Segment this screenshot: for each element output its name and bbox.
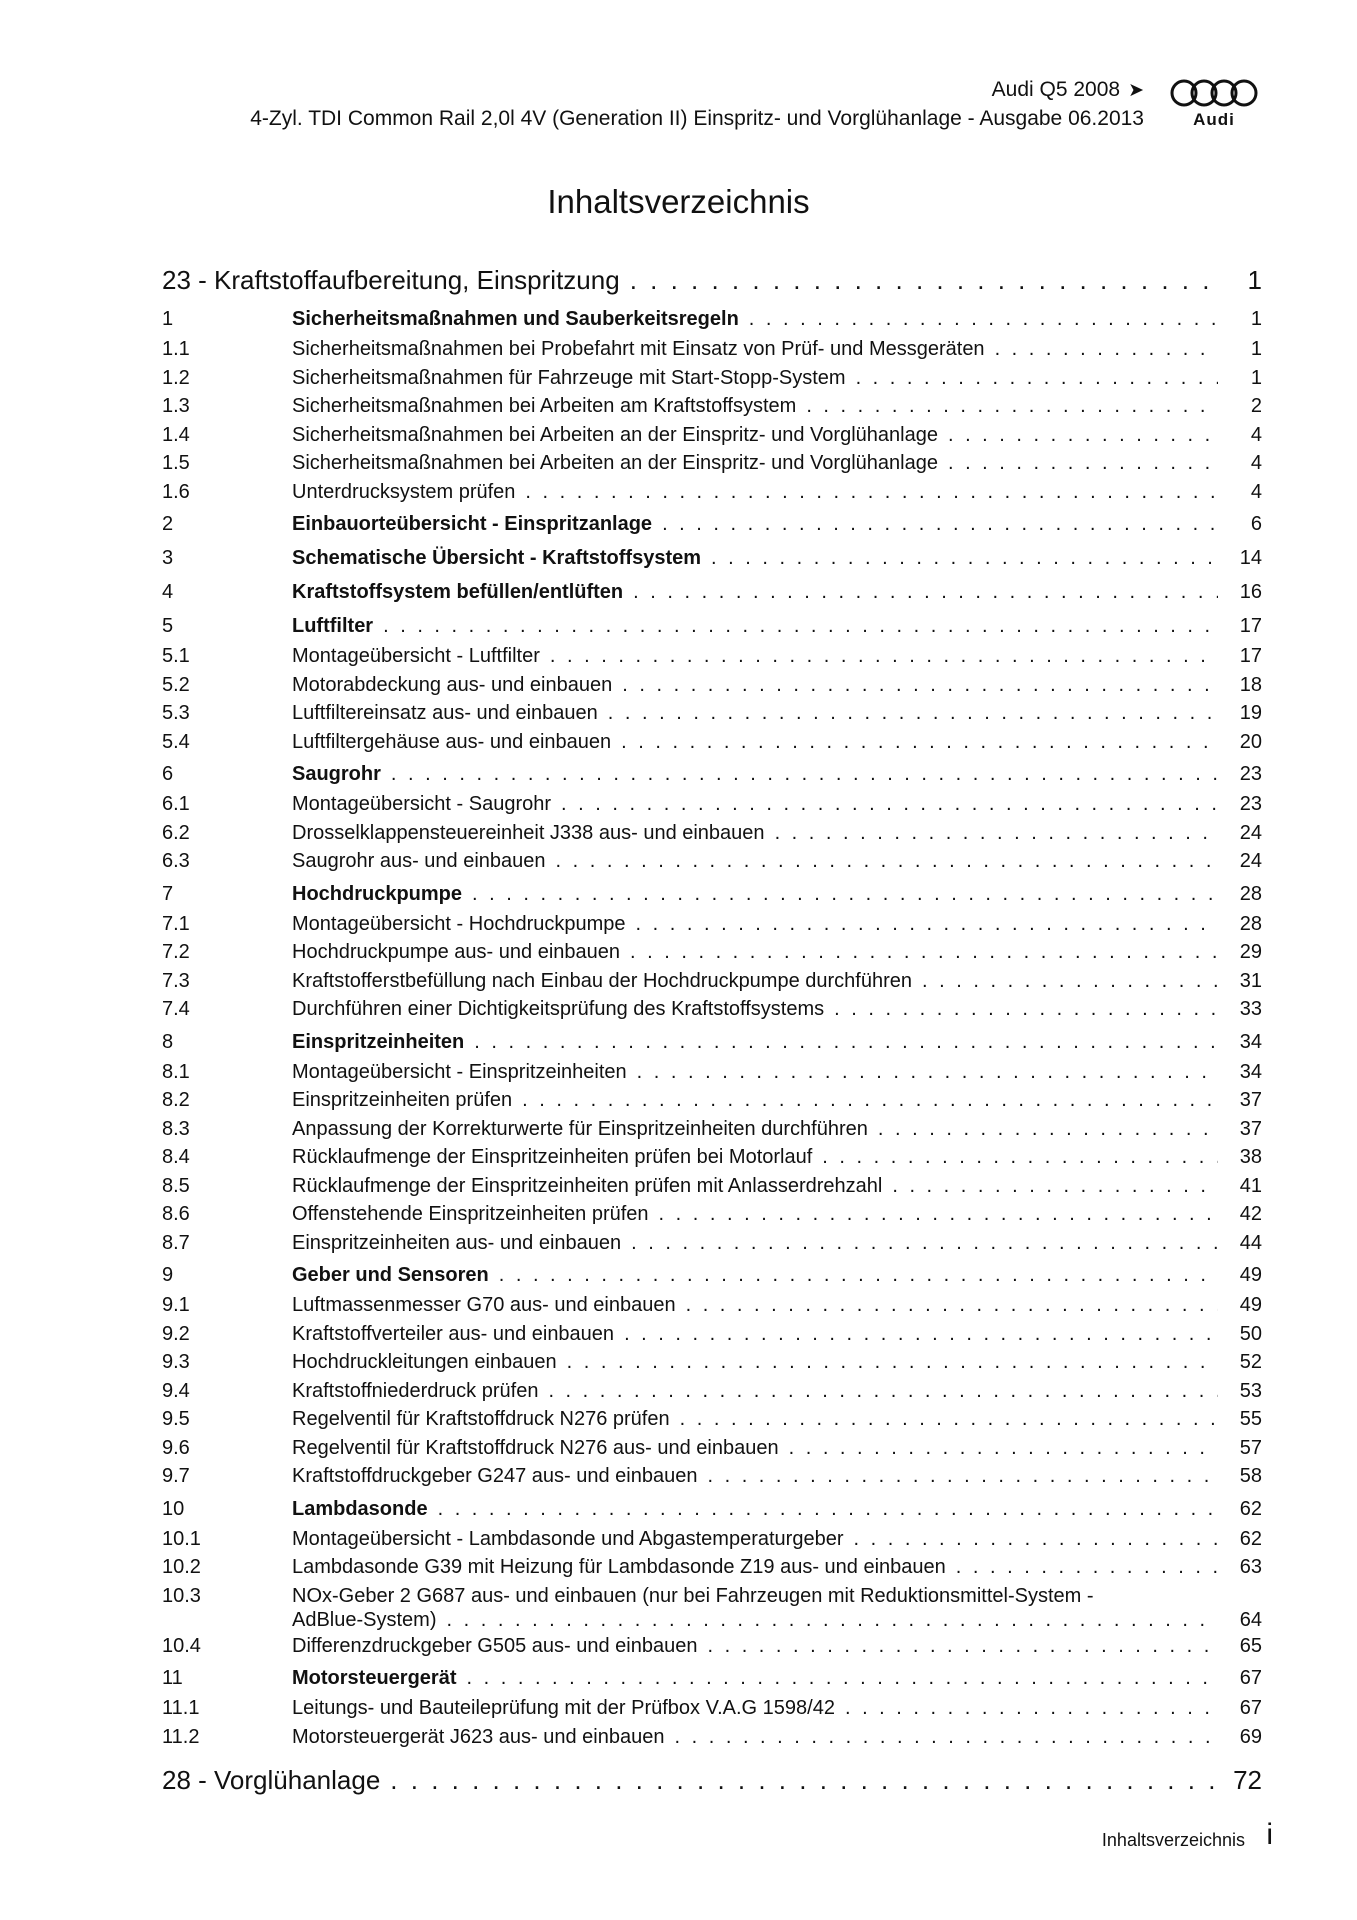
subsection-number: 8.2 bbox=[162, 1089, 190, 1111]
toc-subsection[interactable] bbox=[162, 699, 1262, 728]
subsection-label: Saugrohr aus- und einbauen bbox=[292, 850, 546, 872]
toc-subsection[interactable] bbox=[162, 1632, 1262, 1661]
subsection-label: Luftfiltereinsatz aus- und einbauen bbox=[292, 702, 598, 724]
dot-leader bbox=[948, 449, 1218, 478]
footer-page-number: i bbox=[1266, 1818, 1273, 1851]
dot-leader bbox=[622, 671, 1218, 700]
toc-subsection[interactable] bbox=[162, 642, 1262, 671]
page-number: 41 bbox=[1239, 1174, 1262, 1197]
page-header bbox=[196, 78, 1262, 138]
toc-subsection[interactable] bbox=[162, 1172, 1262, 1201]
dot-leader bbox=[956, 1553, 1218, 1582]
toc-section[interactable] bbox=[162, 576, 1262, 608]
section-label: Hochdruckpumpe bbox=[292, 882, 463, 905]
dot-leader bbox=[892, 1172, 1218, 1201]
table-of-contents bbox=[162, 259, 1262, 1801]
subsection-label: Leitungs- und Bauteileprüfung mit der Prüfbox V.A.G 1598/42 bbox=[292, 1697, 835, 1719]
dot-leader bbox=[707, 1632, 1218, 1661]
dot-leader bbox=[834, 995, 1218, 1024]
subsection-number: 10.1 bbox=[162, 1527, 201, 1550]
page-number: 64 bbox=[1239, 1608, 1262, 1631]
dot-leader bbox=[749, 303, 1218, 335]
section-label: Schematische Übersicht - Kraftstoffsystem bbox=[292, 547, 702, 569]
page-number: 67 bbox=[1239, 1667, 1262, 1689]
subsection-number: 7.4 bbox=[162, 998, 190, 1020]
toc-section[interactable] bbox=[162, 1493, 1262, 1525]
dot-leader bbox=[472, 878, 1218, 910]
dot-leader bbox=[630, 259, 1218, 301]
section-number: 7 bbox=[162, 882, 174, 905]
chapter-label: 28 - Vorglühanlage bbox=[162, 1765, 381, 1795]
section-label: Sicherheitsmaßnahmen und Sauberkeitsregeln bbox=[292, 308, 739, 330]
page-number: 4 bbox=[1250, 423, 1262, 446]
subsection-number: 1.4 bbox=[162, 423, 190, 446]
page-number: 1 bbox=[1247, 265, 1262, 295]
page-number: 24 bbox=[1239, 850, 1262, 872]
toc-subsection[interactable] bbox=[162, 1200, 1262, 1229]
page-number: 37 bbox=[1239, 1089, 1262, 1111]
toc-subsection[interactable] bbox=[162, 1348, 1262, 1377]
toc-subsection[interactable] bbox=[162, 1694, 1262, 1723]
section-number: 10 bbox=[162, 1497, 185, 1520]
toc-subsection[interactable] bbox=[162, 1058, 1262, 1087]
page-number: 72 bbox=[1233, 1765, 1262, 1795]
page-number: 18 bbox=[1239, 673, 1262, 696]
dot-leader bbox=[659, 1200, 1218, 1229]
subsection-label: Sicherheitsmaßnahmen bei Probefahrt mit Einsatz von Prüf- und Messgeräten bbox=[292, 338, 985, 360]
dot-leader bbox=[624, 1320, 1218, 1349]
page-number: 49 bbox=[1239, 1264, 1262, 1286]
subsection-label: Rücklaufmenge der Einspritzeinheiten prüfen mit Anlasserdrehzahl bbox=[292, 1174, 883, 1197]
toc-chapter-23[interactable] bbox=[162, 259, 1262, 301]
page-number: 49 bbox=[1239, 1294, 1262, 1316]
audi-rings-icon bbox=[1166, 78, 1262, 108]
dot-leader bbox=[633, 576, 1218, 608]
subsection-label: Kraftstoffverteiler aus- und einbauen bbox=[292, 1322, 615, 1345]
page-number: 42 bbox=[1239, 1203, 1262, 1225]
page-number: 1 bbox=[1250, 366, 1262, 389]
section-number: 4 bbox=[162, 581, 174, 603]
toc-subsection[interactable] bbox=[162, 1553, 1262, 1582]
page-number: 57 bbox=[1239, 1436, 1262, 1459]
subsection-number: 10.3 bbox=[162, 1584, 201, 1607]
dot-leader bbox=[662, 508, 1218, 540]
chapter-label: 23 - Kraftstoffaufbereitung, Einspritzung bbox=[162, 265, 620, 295]
page-number: 33 bbox=[1239, 998, 1262, 1020]
subsection-label: Sicherheitsmaßnahmen bei Arbeiten an der Einspritz- und Vorglühanlage bbox=[292, 423, 938, 446]
subsection-number: 5.4 bbox=[162, 730, 190, 753]
subsection-label: Montageübersicht - Hochdruckpumpe bbox=[292, 912, 626, 935]
subsection-label-continued: AdBlue-System) bbox=[292, 1608, 437, 1631]
toc-subsection[interactable] bbox=[162, 1115, 1262, 1144]
toc-section[interactable] bbox=[162, 1026, 1262, 1058]
section-number: 2 bbox=[162, 513, 174, 535]
toc-subsection[interactable] bbox=[162, 1723, 1262, 1752]
toc-subsection[interactable] bbox=[162, 1377, 1262, 1406]
page-number: 62 bbox=[1239, 1527, 1262, 1550]
dot-leader bbox=[567, 1348, 1218, 1377]
page-number: 17 bbox=[1239, 645, 1262, 667]
dot-leader bbox=[995, 335, 1218, 364]
subsection-number: 9.1 bbox=[162, 1294, 190, 1316]
subsection-number: 10.2 bbox=[162, 1556, 201, 1578]
subsection-label: Sicherheitsmaßnahmen für Fahrzeuge mit Start-Stopp-System bbox=[292, 366, 846, 389]
page-number: 4 bbox=[1250, 452, 1262, 474]
section-number: 9 bbox=[162, 1264, 174, 1286]
page-number: 65 bbox=[1239, 1634, 1262, 1657]
dot-leader bbox=[775, 819, 1218, 848]
page-number: 14 bbox=[1239, 547, 1262, 569]
section-number: 1 bbox=[162, 308, 174, 330]
toc-subsection[interactable] bbox=[162, 910, 1262, 939]
subsection-label: Kraftstoffdruckgeber G247 aus- und einbauen bbox=[292, 1465, 698, 1487]
page-number: 53 bbox=[1239, 1379, 1262, 1402]
dot-leader bbox=[548, 1377, 1218, 1406]
toc-subsection[interactable] bbox=[162, 1291, 1262, 1320]
toc-subsection[interactable] bbox=[162, 1405, 1262, 1434]
dot-leader bbox=[550, 642, 1218, 671]
subsection-number: 7.2 bbox=[162, 941, 190, 963]
toc-subsection[interactable] bbox=[162, 364, 1262, 393]
subsection-label: Anpassung der Korrekturwerte für Einspritzeinheiten durchführen bbox=[292, 1117, 868, 1140]
subsection-label: Unterdrucksystem prüfen bbox=[292, 480, 516, 503]
subsection-number: 1.3 bbox=[162, 395, 190, 417]
dot-leader bbox=[522, 1086, 1218, 1115]
page-number: 34 bbox=[1239, 1030, 1262, 1053]
toc-subsection[interactable] bbox=[162, 1086, 1262, 1115]
subsection-label: Lambdasonde G39 mit Heizung für Lambdasonde Z19 aus- und einbauen bbox=[292, 1556, 946, 1578]
subsection-number: 8.4 bbox=[162, 1146, 190, 1168]
dot-leader bbox=[499, 1259, 1218, 1291]
section-number: 11 bbox=[162, 1667, 183, 1689]
toc-section[interactable] bbox=[162, 758, 1262, 790]
dot-leader bbox=[822, 1143, 1218, 1172]
toc-subsection[interactable] bbox=[162, 478, 1262, 507]
subsection-number: 1.6 bbox=[162, 480, 190, 503]
page-number: 34 bbox=[1239, 1060, 1262, 1083]
dot-leader bbox=[711, 542, 1218, 574]
dot-leader bbox=[556, 847, 1218, 876]
section-label: Lambdasonde bbox=[292, 1497, 428, 1520]
toc-subsection[interactable] bbox=[162, 421, 1262, 450]
footer-label: Inhaltsverzeichnis bbox=[1101, 1830, 1245, 1850]
dot-leader bbox=[621, 728, 1218, 757]
model-line bbox=[992, 78, 1144, 102]
audi-logo bbox=[1166, 78, 1262, 134]
subsection-number: 1.1 bbox=[162, 338, 190, 360]
page-number: 2 bbox=[1250, 395, 1262, 417]
section-number: 8 bbox=[162, 1030, 174, 1053]
page-number: 4 bbox=[1250, 480, 1262, 503]
section-label: Kraftstoffsystem befüllen/entlüften bbox=[292, 581, 624, 603]
toc-subsection[interactable] bbox=[162, 1320, 1262, 1349]
page-number: 63 bbox=[1239, 1556, 1262, 1578]
page-number: 16 bbox=[1239, 581, 1262, 603]
page-number: 38 bbox=[1239, 1146, 1262, 1168]
section-label: Luftfilter bbox=[292, 615, 374, 637]
subsection-label: Rücklaufmenge der Einspritzeinheiten prüfen bei Motorlauf bbox=[292, 1146, 813, 1168]
subsection-label: Offenstehende Einspritzeinheiten prüfen bbox=[292, 1203, 649, 1225]
dot-leader bbox=[608, 699, 1218, 728]
dot-leader bbox=[674, 1723, 1218, 1752]
toc-subsection[interactable] bbox=[162, 671, 1262, 700]
dot-leader bbox=[686, 1291, 1218, 1320]
subsection-label: Montageübersicht - Einspritzeinheiten bbox=[292, 1060, 627, 1083]
dot-leader bbox=[636, 910, 1218, 939]
page-number: 44 bbox=[1239, 1231, 1262, 1254]
toc-subsection[interactable] bbox=[162, 995, 1262, 1024]
dot-leader bbox=[948, 421, 1218, 450]
page-number: 28 bbox=[1239, 882, 1262, 905]
subsection-number: 5.2 bbox=[162, 673, 190, 696]
dot-leader bbox=[390, 1759, 1218, 1801]
section-label: Einbauorteübersicht - Einspritzanlage bbox=[292, 513, 653, 535]
toc-subsection[interactable] bbox=[162, 967, 1262, 996]
subsection-label: Einspritzeinheiten prüfen bbox=[292, 1089, 513, 1111]
subsection-number: 6.2 bbox=[162, 821, 190, 844]
subsection-label: Durchführen einer Dichtigkeitsprüfung des Kraftstoffsystems bbox=[292, 998, 825, 1020]
dot-leader bbox=[561, 790, 1218, 819]
page-number: 67 bbox=[1239, 1697, 1262, 1719]
subsection-number: 8.3 bbox=[162, 1117, 190, 1140]
subsection-label: Differenzdruckgeber G505 aus- und einbauen bbox=[292, 1634, 698, 1657]
toc-subsection[interactable] bbox=[162, 790, 1262, 819]
subsection-number: 5.1 bbox=[162, 645, 190, 667]
subsection-number: 8.5 bbox=[162, 1174, 190, 1197]
page-number: 19 bbox=[1239, 702, 1262, 724]
page-number: 1 bbox=[1250, 308, 1262, 330]
toc-subsection[interactable] bbox=[162, 1143, 1262, 1172]
dot-leader bbox=[630, 938, 1218, 967]
section-number: 6 bbox=[162, 763, 174, 785]
subsection-number: 1.5 bbox=[162, 452, 190, 474]
subsection-number: 9.2 bbox=[162, 1322, 190, 1345]
page-number: 6 bbox=[1250, 513, 1262, 535]
toc-section[interactable] bbox=[162, 542, 1262, 574]
dot-leader bbox=[789, 1434, 1218, 1463]
page-number: 52 bbox=[1239, 1351, 1262, 1373]
page-number: 20 bbox=[1239, 730, 1262, 753]
dot-leader bbox=[845, 1694, 1218, 1723]
subsection-number: 10.4 bbox=[162, 1634, 201, 1657]
toc-subsection[interactable] bbox=[162, 335, 1262, 364]
subsection-label: Motorsteuergerät J623 aus- und einbauen bbox=[292, 1725, 665, 1748]
toc-subsection[interactable] bbox=[162, 1462, 1262, 1491]
subsection-label: Luftmassenmesser G70 aus- und einbauen bbox=[292, 1294, 676, 1316]
dot-leader bbox=[631, 1229, 1218, 1258]
subsection-label: Regelventil für Kraftstoffdruck N276 aus- und einbauen bbox=[292, 1436, 779, 1459]
subsection-label: Hochdruckleitungen einbauen bbox=[292, 1351, 557, 1373]
subsection-label: Hochdruckpumpe aus- und einbauen bbox=[292, 941, 620, 963]
page-number: 23 bbox=[1239, 793, 1262, 815]
section-number: 5 bbox=[162, 615, 174, 637]
dot-leader bbox=[853, 1525, 1218, 1554]
page-number: 28 bbox=[1239, 912, 1262, 935]
section-number: 3 bbox=[162, 547, 174, 569]
toc-section[interactable] bbox=[162, 508, 1262, 540]
toc-section[interactable] bbox=[162, 1259, 1262, 1291]
subsection-number: 5.3 bbox=[162, 702, 190, 724]
subsection-number: 9.4 bbox=[162, 1379, 190, 1402]
arrow-right-icon: ➤ bbox=[1128, 79, 1144, 101]
subsection-number: 7.1 bbox=[162, 912, 190, 935]
subsection-number: 8.6 bbox=[162, 1203, 190, 1225]
page-number: 37 bbox=[1239, 1117, 1262, 1140]
dot-leader bbox=[637, 1058, 1218, 1087]
dot-leader bbox=[525, 478, 1218, 507]
model-name: Audi Q5 2008 bbox=[991, 78, 1121, 101]
page-number: 1 bbox=[1250, 338, 1262, 360]
page-number: 31 bbox=[1239, 969, 1262, 992]
subsection-number: 9.7 bbox=[162, 1465, 190, 1487]
toc-section[interactable] bbox=[162, 878, 1262, 910]
subsection-label: Einspritzeinheiten aus- und einbauen bbox=[292, 1231, 622, 1254]
subsection-number: 9.5 bbox=[162, 1408, 190, 1430]
subsection-number: 6.1 bbox=[162, 793, 190, 815]
subsection-label: Kraftstofferstbefüllung nach Einbau der Hochdruckpumpe durchführen bbox=[292, 969, 913, 992]
subsection-number: 9.6 bbox=[162, 1436, 190, 1459]
toc-section[interactable] bbox=[162, 1662, 1262, 1694]
page-number: 62 bbox=[1239, 1497, 1262, 1520]
subsection-label: Regelventil für Kraftstoffdruck N276 prüfen bbox=[292, 1408, 670, 1430]
toc-subsection[interactable] bbox=[162, 1229, 1262, 1258]
subsection-label: Sicherheitsmaßnahmen bei Arbeiten an der Einspritz- und Vorglühanlage bbox=[292, 452, 938, 474]
page-number: 29 bbox=[1239, 941, 1262, 963]
dot-leader bbox=[806, 392, 1218, 421]
page-number: 69 bbox=[1239, 1725, 1262, 1748]
page-number: 55 bbox=[1239, 1408, 1262, 1430]
subsection-number: 8.1 bbox=[162, 1060, 190, 1083]
toc-subsection[interactable] bbox=[162, 1434, 1262, 1463]
toc-subsection[interactable] bbox=[162, 1582, 1262, 1632]
dot-leader bbox=[856, 364, 1218, 393]
toc-subsection[interactable] bbox=[162, 847, 1262, 876]
page-number: 50 bbox=[1239, 1322, 1262, 1345]
subsection-label: Montageübersicht - Saugrohr bbox=[292, 793, 552, 815]
toc-subsection[interactable] bbox=[162, 728, 1262, 757]
audi-logo-text: Audi bbox=[1193, 110, 1235, 129]
dot-leader bbox=[922, 967, 1218, 996]
subsection-number: 11.1 bbox=[162, 1697, 200, 1719]
subsection-label: Montageübersicht - Luftfilter bbox=[292, 645, 540, 667]
subsection-label: Luftfiltergehäuse aus- und einbauen bbox=[292, 730, 612, 753]
subsection-label: Kraftstoffniederdruck prüfen bbox=[292, 1379, 539, 1402]
page-number: 17 bbox=[1239, 615, 1262, 637]
toc-subsection[interactable] bbox=[162, 392, 1262, 421]
section-label: Geber und Sensoren bbox=[292, 1264, 489, 1286]
dot-leader bbox=[391, 758, 1218, 790]
toc-subsection[interactable] bbox=[162, 449, 1262, 478]
subsection-label: Sicherheitsmaßnahmen bei Arbeiten am Kraftstoffsystem bbox=[292, 395, 797, 417]
subsection-label: Motorabdeckung aus- und einbauen bbox=[292, 673, 613, 696]
dot-leader bbox=[707, 1462, 1218, 1491]
page-number: 24 bbox=[1239, 821, 1262, 844]
dot-leader bbox=[383, 610, 1218, 642]
dot-leader bbox=[474, 1026, 1218, 1058]
subsection-label: NOx-Geber 2 G687 aus- und einbauen (nur bei Fahrzeugen mit Reduktionsmittel-System - bbox=[292, 1584, 1094, 1607]
dot-leader bbox=[447, 1608, 1219, 1632]
toc-section[interactable] bbox=[162, 303, 1262, 335]
toc-section[interactable] bbox=[162, 610, 1262, 642]
subsection-number: 1.2 bbox=[162, 366, 190, 389]
toc-chapter-28[interactable] bbox=[162, 1759, 1262, 1801]
dot-leader bbox=[680, 1405, 1218, 1434]
subsection-number: 9.3 bbox=[162, 1351, 190, 1373]
document-subtitle: 4-Zyl. TDI Common Rail 2,0l 4V (Generation II) Einspritz- und Vorglühanlage - Ausgabe 06.2013 bbox=[250, 107, 1144, 130]
subsection-number: 11.2 bbox=[162, 1725, 200, 1748]
toc-subsection[interactable] bbox=[162, 1525, 1262, 1554]
subsection-number: 6.3 bbox=[162, 850, 190, 872]
section-label: Saugrohr bbox=[292, 763, 381, 785]
section-label: Motorsteuergerät bbox=[292, 1667, 457, 1689]
subsection-number: 8.7 bbox=[162, 1231, 190, 1254]
dot-leader bbox=[466, 1662, 1218, 1694]
section-label: Einspritzeinheiten bbox=[292, 1030, 465, 1053]
page-number: 58 bbox=[1239, 1465, 1262, 1487]
page-number: 23 bbox=[1239, 763, 1262, 785]
subsection-label: Montageübersicht - Lambdasonde und Abgastemperaturgeber bbox=[292, 1527, 844, 1550]
toc-subsection[interactable] bbox=[162, 938, 1262, 967]
subsection-number: 7.3 bbox=[162, 969, 190, 992]
subsection-label: Drosselklappensteuereinheit J338 aus- und einbauen bbox=[292, 821, 765, 844]
toc-subsection[interactable] bbox=[162, 819, 1262, 848]
page-title: Inhaltsverzeichnis bbox=[547, 183, 810, 220]
dot-leader bbox=[878, 1115, 1218, 1144]
dot-leader bbox=[438, 1493, 1218, 1525]
